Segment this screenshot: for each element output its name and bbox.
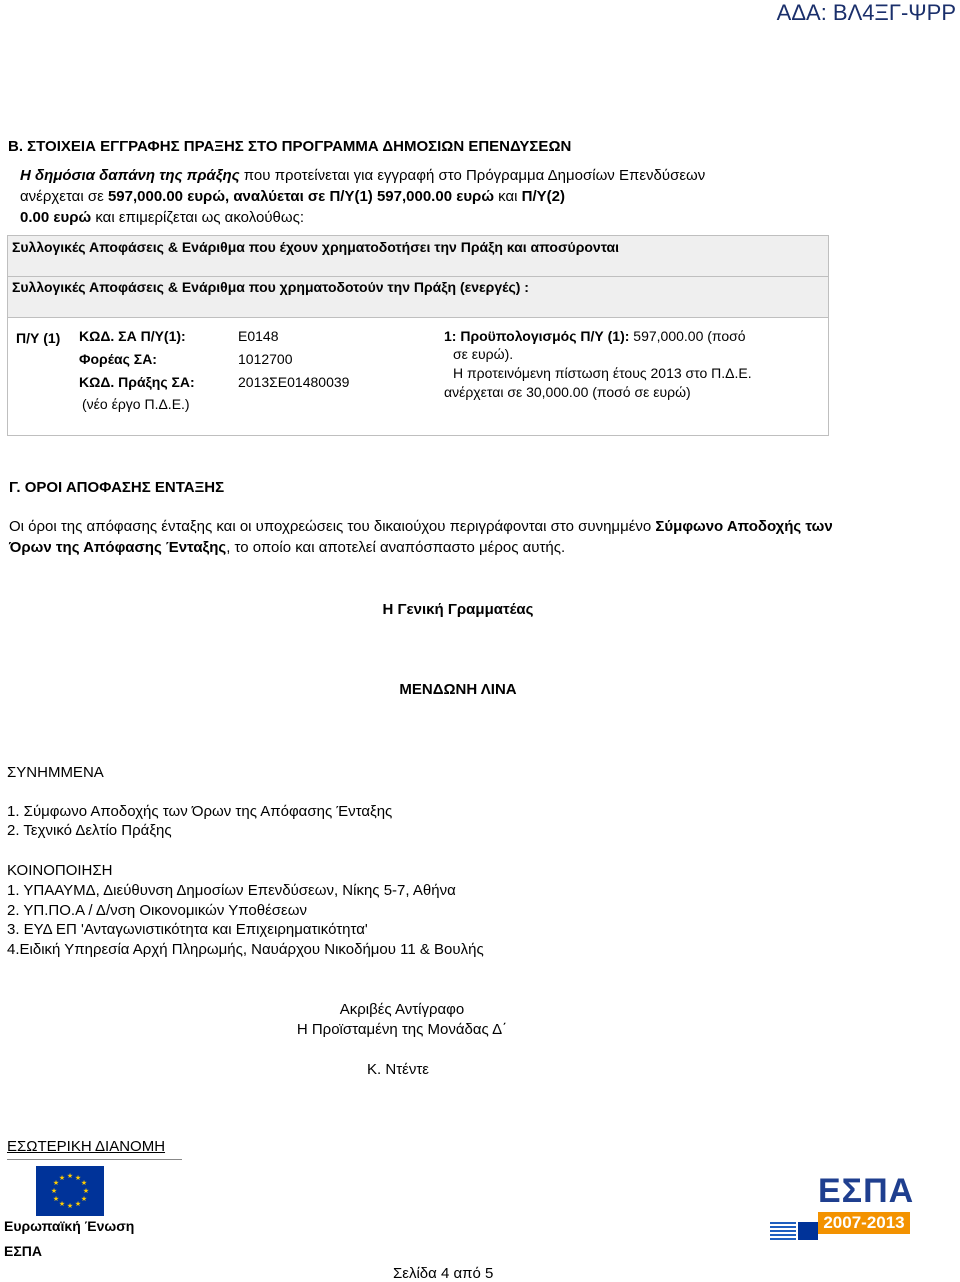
footer-divider <box>7 1159 182 1160</box>
svg-text:★: ★ <box>66 1172 74 1180</box>
svg-text:★: ★ <box>80 1195 88 1203</box>
svg-text:★: ★ <box>58 1174 66 1182</box>
agreement-title-2: Όρων της Απόφασης Ένταξης <box>9 539 227 556</box>
attachment-item: 1. Σύμφωνο Αποδοχής των Όρων της Απόφασης Ένταξης <box>7 803 393 820</box>
budget-line <box>444 328 746 344</box>
svg-text:★: ★ <box>82 1187 90 1195</box>
svg-text:★: ★ <box>52 1195 60 1203</box>
internal-distribution: ΕΣΩΤΕΡΙΚΗ ΔΙΑΝΟΜΗ <box>7 1138 166 1155</box>
terms-text: Οι όροι της απόφασης ένταξης και οι υποχρεώσεις του δικαιούχου περιγράφονται στο συνημμένο <box>9 518 656 535</box>
active-decisions-label: Συλλογικές Αποφάσεις & Ενάριθμα που χρηματοδοτούν την Πράξη (ενεργές) : <box>12 279 529 295</box>
section-c-para2 <box>9 539 565 556</box>
espa-caption: ΕΣΠΑ <box>4 1243 42 1259</box>
certified-copy: Ακριβές Αντίγραφο <box>339 1001 465 1018</box>
amount-prefix: ανέρχεται σε <box>20 188 108 205</box>
credit-line1: Η προτεινόμενη πίστωση έτους 2013 στο Π.Δ.Ε. <box>453 365 752 381</box>
budget-label: 1: Προϋπολογισμός Π/Υ (1): <box>444 328 630 344</box>
section-b-line3 <box>20 209 304 226</box>
notification-item: 4.Ειδική Υπηρεσία Αρχή Πληρωμής, Ναυάρχου Νικοδήμου 11 & Βουλής <box>7 941 484 958</box>
amount-conj: και <box>494 188 522 205</box>
budget-detail-row <box>7 317 829 436</box>
section-b-line1 <box>20 167 705 184</box>
svg-text:★: ★ <box>52 1179 60 1187</box>
distribution-text: και επιμερίζεται ως ακολούθως: <box>91 209 304 226</box>
public-expense-label: Η δημόσια δαπάνη της πράξης <box>20 167 240 184</box>
eu-mini-flag-icon <box>798 1222 818 1240</box>
svg-text:★: ★ <box>80 1179 88 1187</box>
terms-text-2: , το οποίο και αποτελεί αναπόσπαστο μέρος αυτής. <box>226 539 566 556</box>
svg-text:★: ★ <box>66 1202 74 1210</box>
signatory-role: Η Γενική Γραμματέας <box>382 601 534 618</box>
kod-praxis-value: 2013ΣΕ01480039 <box>238 374 350 390</box>
notification-title: ΚΟΙΝΟΠΟΙΗΣΗ <box>7 862 113 879</box>
kod-sa-label: ΚΩΔ. ΣΑ Π/Υ(1): <box>79 328 186 344</box>
section-b-line2 <box>20 188 565 205</box>
section-c-title: Γ. ΟΡΟΙ ΑΠΟΦΑΣΗΣ ΕΝΤΑΞΗΣ <box>9 479 225 496</box>
foreas-label: Φορέας ΣΑ: <box>79 351 157 367</box>
svg-text:★: ★ <box>50 1187 58 1195</box>
py2-label: Π/Υ(2) <box>521 188 566 205</box>
svg-text:★: ★ <box>58 1200 66 1208</box>
attachment-item: 2. Τεχνικό Δελτίο Πράξης <box>7 822 172 839</box>
page-number: Σελίδα 4 από 5 <box>393 1265 494 1282</box>
withdrawn-decisions-label: Συλλογικές Αποφάσεις & Ενάριθμα που έχουν χρηματοδοτήσει την Πράξη και αποσύρονται <box>12 239 620 255</box>
amount-breakdown: 597,000.00 ευρώ, αναλύεται σε Π/Υ(1) 597,000.00 ευρώ <box>107 188 495 205</box>
unit-head: Η Προϊσταμένη της Μονάδας Δ΄ <box>296 1021 508 1038</box>
section-c-para1 <box>9 518 833 535</box>
signatory-name: ΜΕΝΔΩΝΗ ΛΙΝΑ <box>399 681 517 698</box>
credit-line2: ανέρχεται σε 30,000.00 (ποσό σε ευρώ) <box>444 384 691 400</box>
notification-item: 1. ΥΠΑΑΥΜΔ, Διεύθυνση Δημοσίων Επενδύσεων, Νίκης 5-7, Αθήνα <box>7 882 456 899</box>
section-b-title: Β. ΣΤΟΙΧΕΙΑ ΕΓΓΡΑΦΗΣ ΠΡΑΞΗΣ ΣΤΟ ΠΡΟΓΡΑΜΜΑ ΔΗΜΟΣΙΩΝ ΕΠΕΝΔΥΣΕΩΝ <box>8 138 572 155</box>
withdrawn-decisions-row <box>7 235 829 277</box>
foreas-value: 1012700 <box>238 351 293 367</box>
new-project-note: (νέο έργο Π.Δ.Ε.) <box>82 396 190 412</box>
notification-item: 3. ΕΥΔ ΕΠ 'Ανταγωνιστικότητα και Επιχειρηματικότητα' <box>7 921 368 938</box>
budget-cont: σε ευρώ). <box>453 346 514 362</box>
kod-sa-value: Ε0148 <box>238 328 279 344</box>
agreement-title-1: Σύμφωνο Αποδοχής των <box>655 518 833 535</box>
budget-value: 597,000.00 (ποσό <box>633 328 746 344</box>
py2-amount: 0.00 ευρώ <box>20 209 92 226</box>
svg-text:★: ★ <box>74 1174 82 1182</box>
svg-text:★: ★ <box>74 1200 82 1208</box>
greek-flag-icon <box>770 1222 796 1240</box>
kod-praxis-label: ΚΩΔ. Πράξης ΣΑ: <box>79 374 195 390</box>
attachments-title: ΣΥΝΗΜΜΕΝΑ <box>7 764 104 781</box>
eu-caption: Ευρωπαϊκή Ένωση <box>4 1218 135 1234</box>
py1-label: Π/Υ (1) <box>16 330 61 346</box>
copy-signatory: Κ. Ντέντε <box>367 1061 429 1078</box>
active-decisions-row <box>7 276 829 318</box>
eu-flag-logo <box>36 1166 104 1216</box>
espa-logo-years: 2007-2013 <box>818 1212 910 1234</box>
espa-logo <box>770 1172 915 1248</box>
notification-item: 2. ΥΠ.ΠΟ.Α / Δ/νση Οικονομικών Υποθέσεων <box>7 902 307 919</box>
espa-logo-wordmark: ΕΣΠΑ <box>818 1172 915 1210</box>
header-code: ΑΔΑ: ΒΛ4ΞΓ-ΨΡΡ <box>776 0 956 25</box>
public-expense-text: που προτείνεται για εγγραφή στο Πρόγραμμα Δημοσίων Επενδύσεων <box>239 167 706 184</box>
